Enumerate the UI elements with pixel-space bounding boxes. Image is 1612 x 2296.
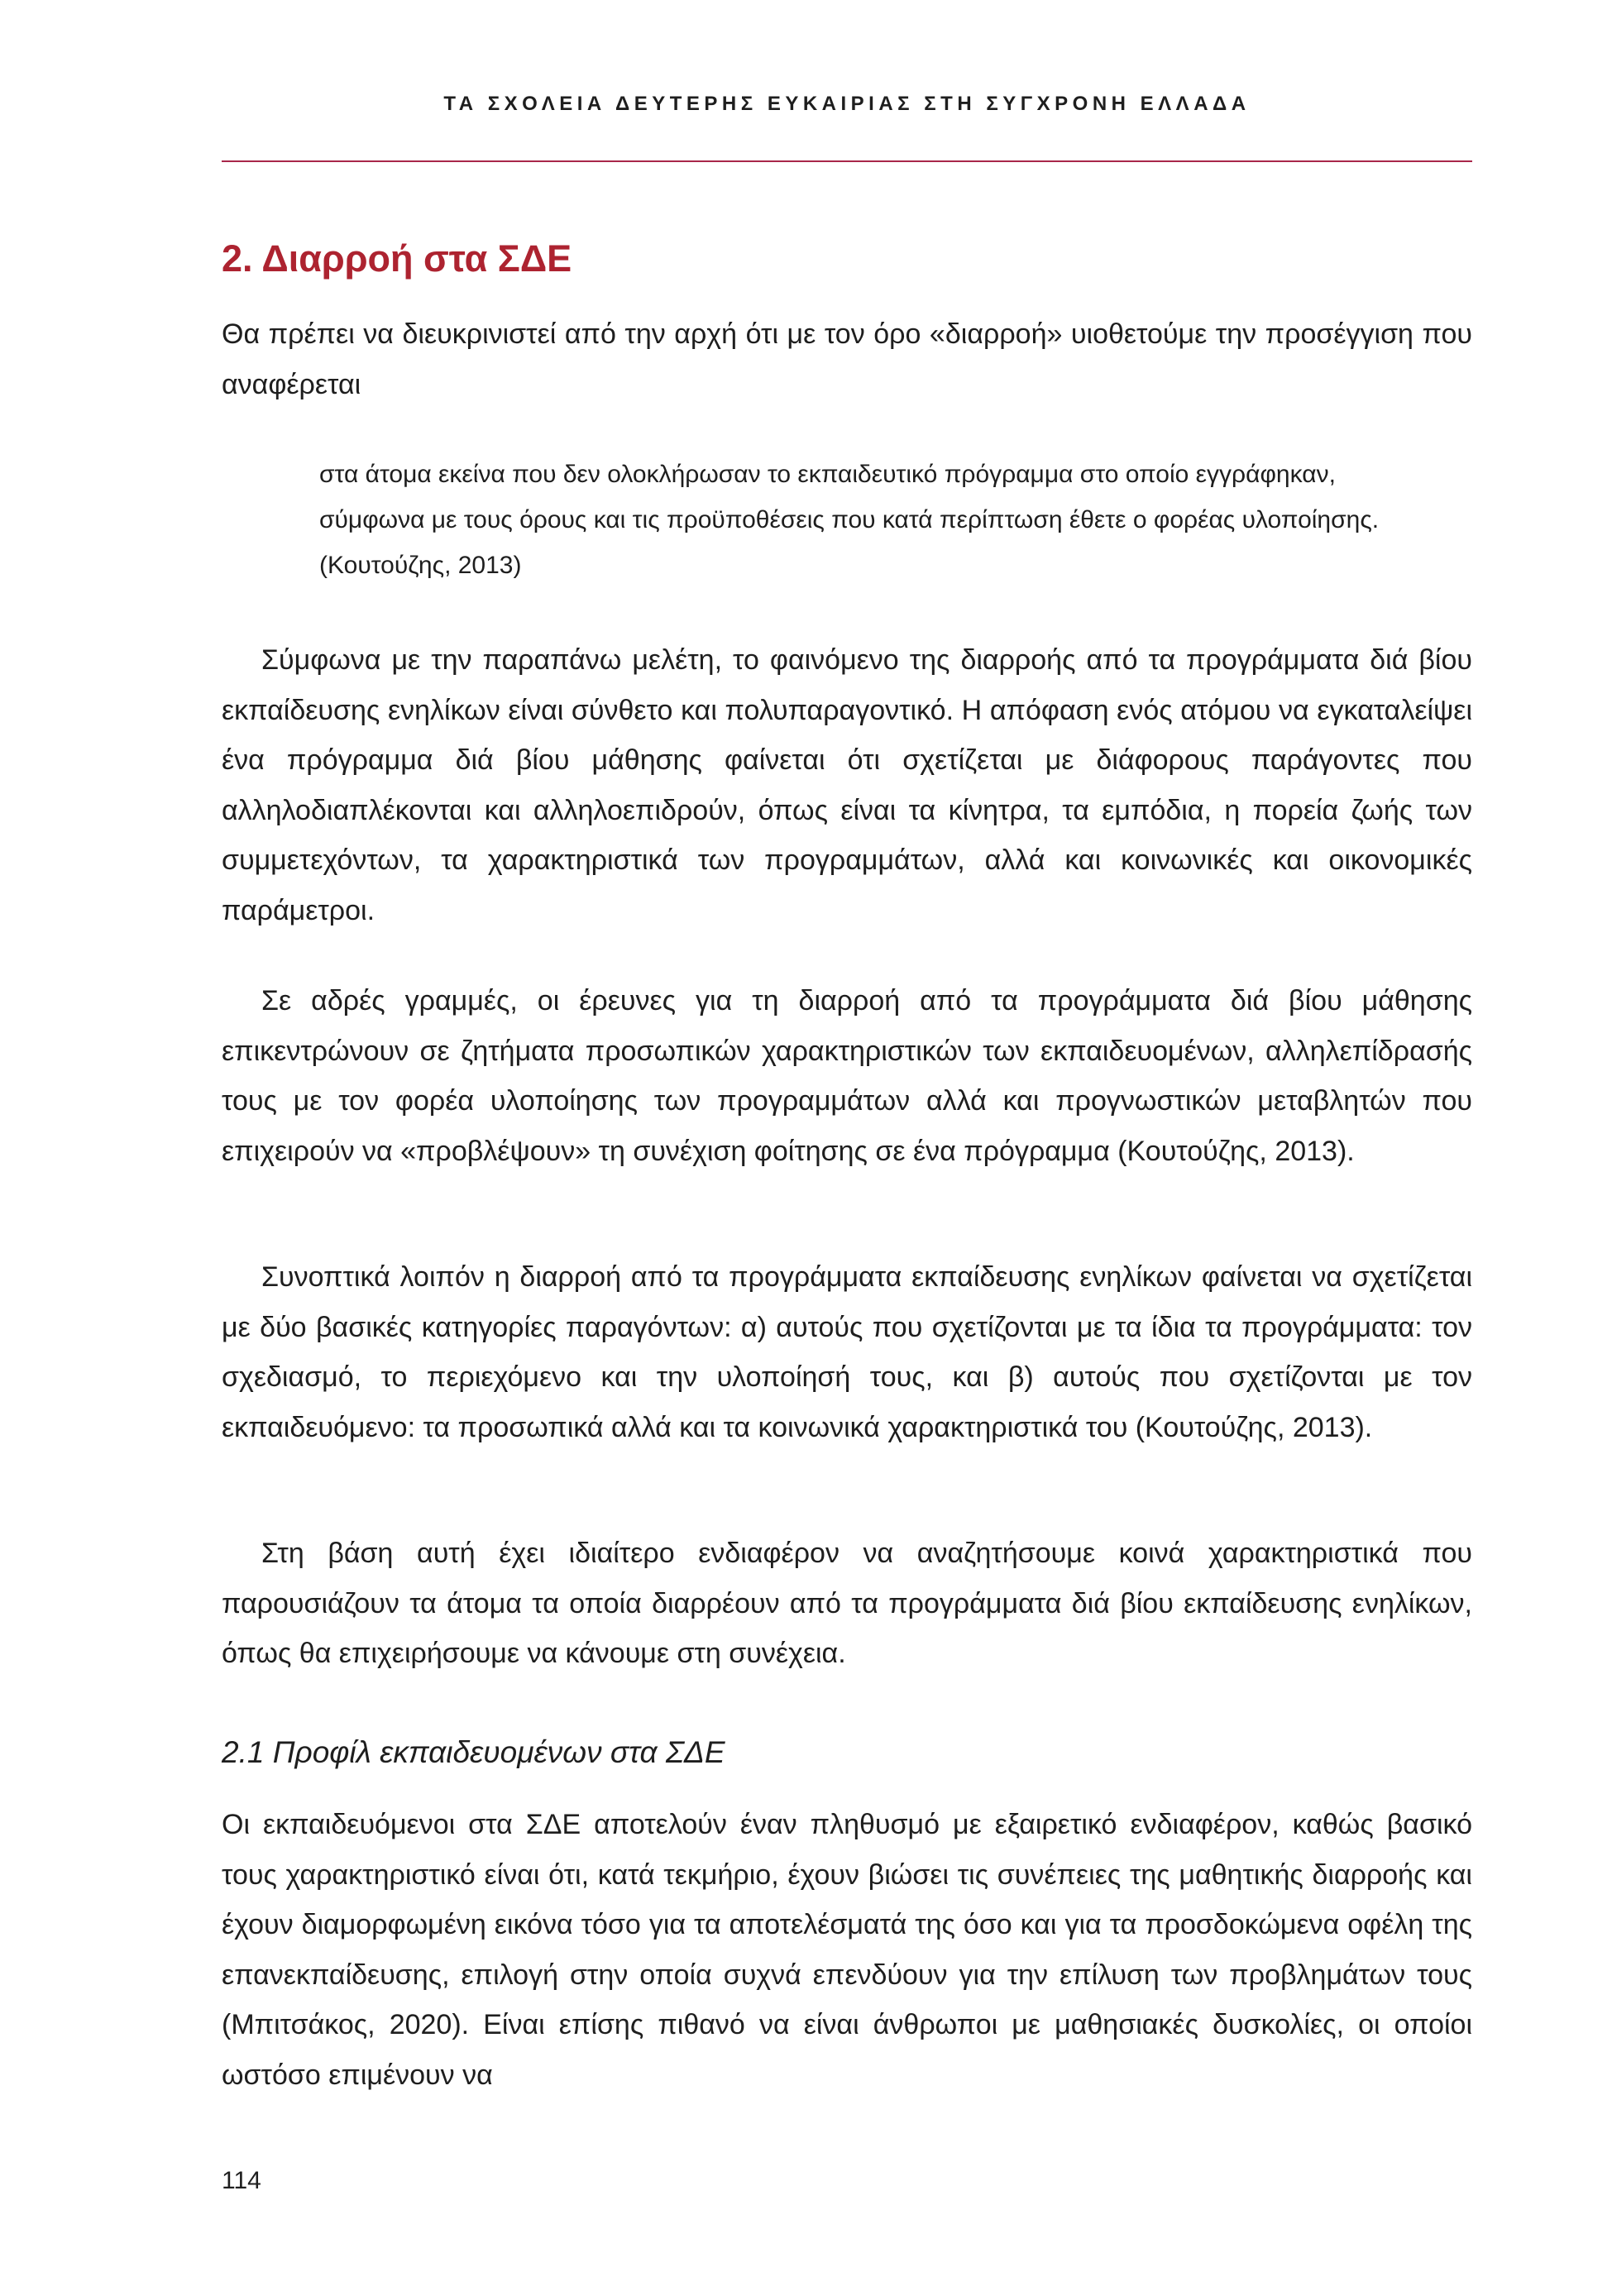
section-title: 2. Διαρροή στα ΣΔΕ	[222, 237, 572, 280]
subsection-paragraph: Οι εκπαιδευόμενοι στα ΣΔΕ αποτελούν έναν πληθυσμό με εξαιρετικό ενδιαφέρον, καθώς βασικό τους χαρακτηριστικό είναι ότι, κατά τεκμήριο, έχουν βιώσει τις συνέπειες της μαθητικής διαρροής και έχουν διαμορφωμένη εικόνα τόσο για τα αποτελέσματά της όσο και για τα προσδοκώμενα οφέλη της επανεκπαίδευσης, επιλογή στην οποία συχνά επενδύουν για την επίλυση των προβλημάτων τους (Μπιτσάκος, 2020). Είναι επίσης πιθανό να είναι άνθρωποι με μαθησιακές δυσκολίες, οι οποίοι ωστόσο επιμένουν να	[222, 1809, 1472, 2091]
subsection-title: 2.1 Προφίλ εκπαιδευομένων στα ΣΔΕ	[222, 1735, 725, 1769]
running-header: ΤΑ ΣΧΟΛΕΙΑ ΔΕΥΤΕΡΗΣ ΕΥΚΑΙΡΙΑΣ ΣΤΗ ΣΥΓΧΡΟΝΗ ΕΛΛΑΔΑ	[443, 93, 1251, 115]
page-number: 114	[222, 2167, 261, 2194]
paragraph-3: Συνοπτικά λοιπόν η διαρροή από τα προγράμματα εκπαίδευσης ενηλίκων φαίνεται να σχετίζεται με δύο βασικές κατηγορίες παραγόντων: α) αυτούς που σχετίζονται με τα ίδια τα προγράμματα: τον σχεδιασμό, το περιεχόμενο και την υλοποίησή τους, και β) αυτούς που σχετίζονται με τον εκπαιδευόμενο: τα προσωπικά αλλά και τα κοινωνικά χαρακτηριστικά του (Κουτούζης, 2013).	[222, 1261, 1472, 1443]
paragraph-2: Σε αδρές γραμμές, οι έρευνες για τη διαρροή από τα προγράμματα διά βίου μάθησης επικεντρώνουν σε ζητήματα προσωπικών χαρακτηριστικών των εκπαιδευομένων, αλληλεπίδρασής τους με τον φορέα υλοποίησης των προγραμμάτων αλλά και προγνωστικών μεταβλητών που επιχειρούν να «προβλέψουν» τη συνέχιση φοίτησης σε ένα πρόγραμμα (Κουτούζης, 2013).	[222, 985, 1472, 1167]
paragraph-4: Στη βάση αυτή έχει ιδιαίτερο ενδιαφέρον να αναζητήσουμε κοινά χαρακτηριστικά που παρουσιάζουν τα άτομα τα οποία διαρρέουν από τα προγράμματα διά βίου εκπαίδευσης ενηλίκων, όπως θα επιχειρήσουμε να κάνουμε στη συνέχεια.	[222, 1538, 1472, 1669]
paragraph-1: Σύμφωνα με την παραπάνω μελέτη, το φαινόμενο της διαρροής από τα προγράμματα διά βίου εκπαίδευσης ενηλίκων είναι σύνθετο και πολυπαραγοντικό. Η απόφαση ενός ατόμου να εγκαταλείψει ένα πρόγραμμα διά βίου μάθησης φαίνεται ότι σχετίζεται με διάφορους παράγοντες που αλληλοδιαπλέκονται και αλληλοεπιδρούν, όπως είναι τα κίνητρα, τα εμπόδια, η πορεία ζωής των συμμετεχόντων, τα χαρακτηριστικά των προγραμμάτων, αλλά και κοινωνικές και οικονομικές παράμετροι.	[222, 644, 1472, 926]
block-quote: στα άτομα εκείνα που δεν ολοκλήρωσαν το εκπαιδευτικό πρόγραμμα στο οποίο εγγράφηκαν, σύμφωνα με τους όρους και τις προϋποθέσεις που κατά περίπτωση έθετε ο φορέας υλοποίησης. (Κουτούζης, 2013)	[319, 461, 1380, 579]
intro-paragraph: Θα πρέπει να διευκρινιστεί από την αρχή ότι με τον όρο «διαρροή» υιοθετούμε την προσέγγιση που αναφέρεται	[222, 318, 1472, 400]
header-divider	[222, 160, 1472, 162]
